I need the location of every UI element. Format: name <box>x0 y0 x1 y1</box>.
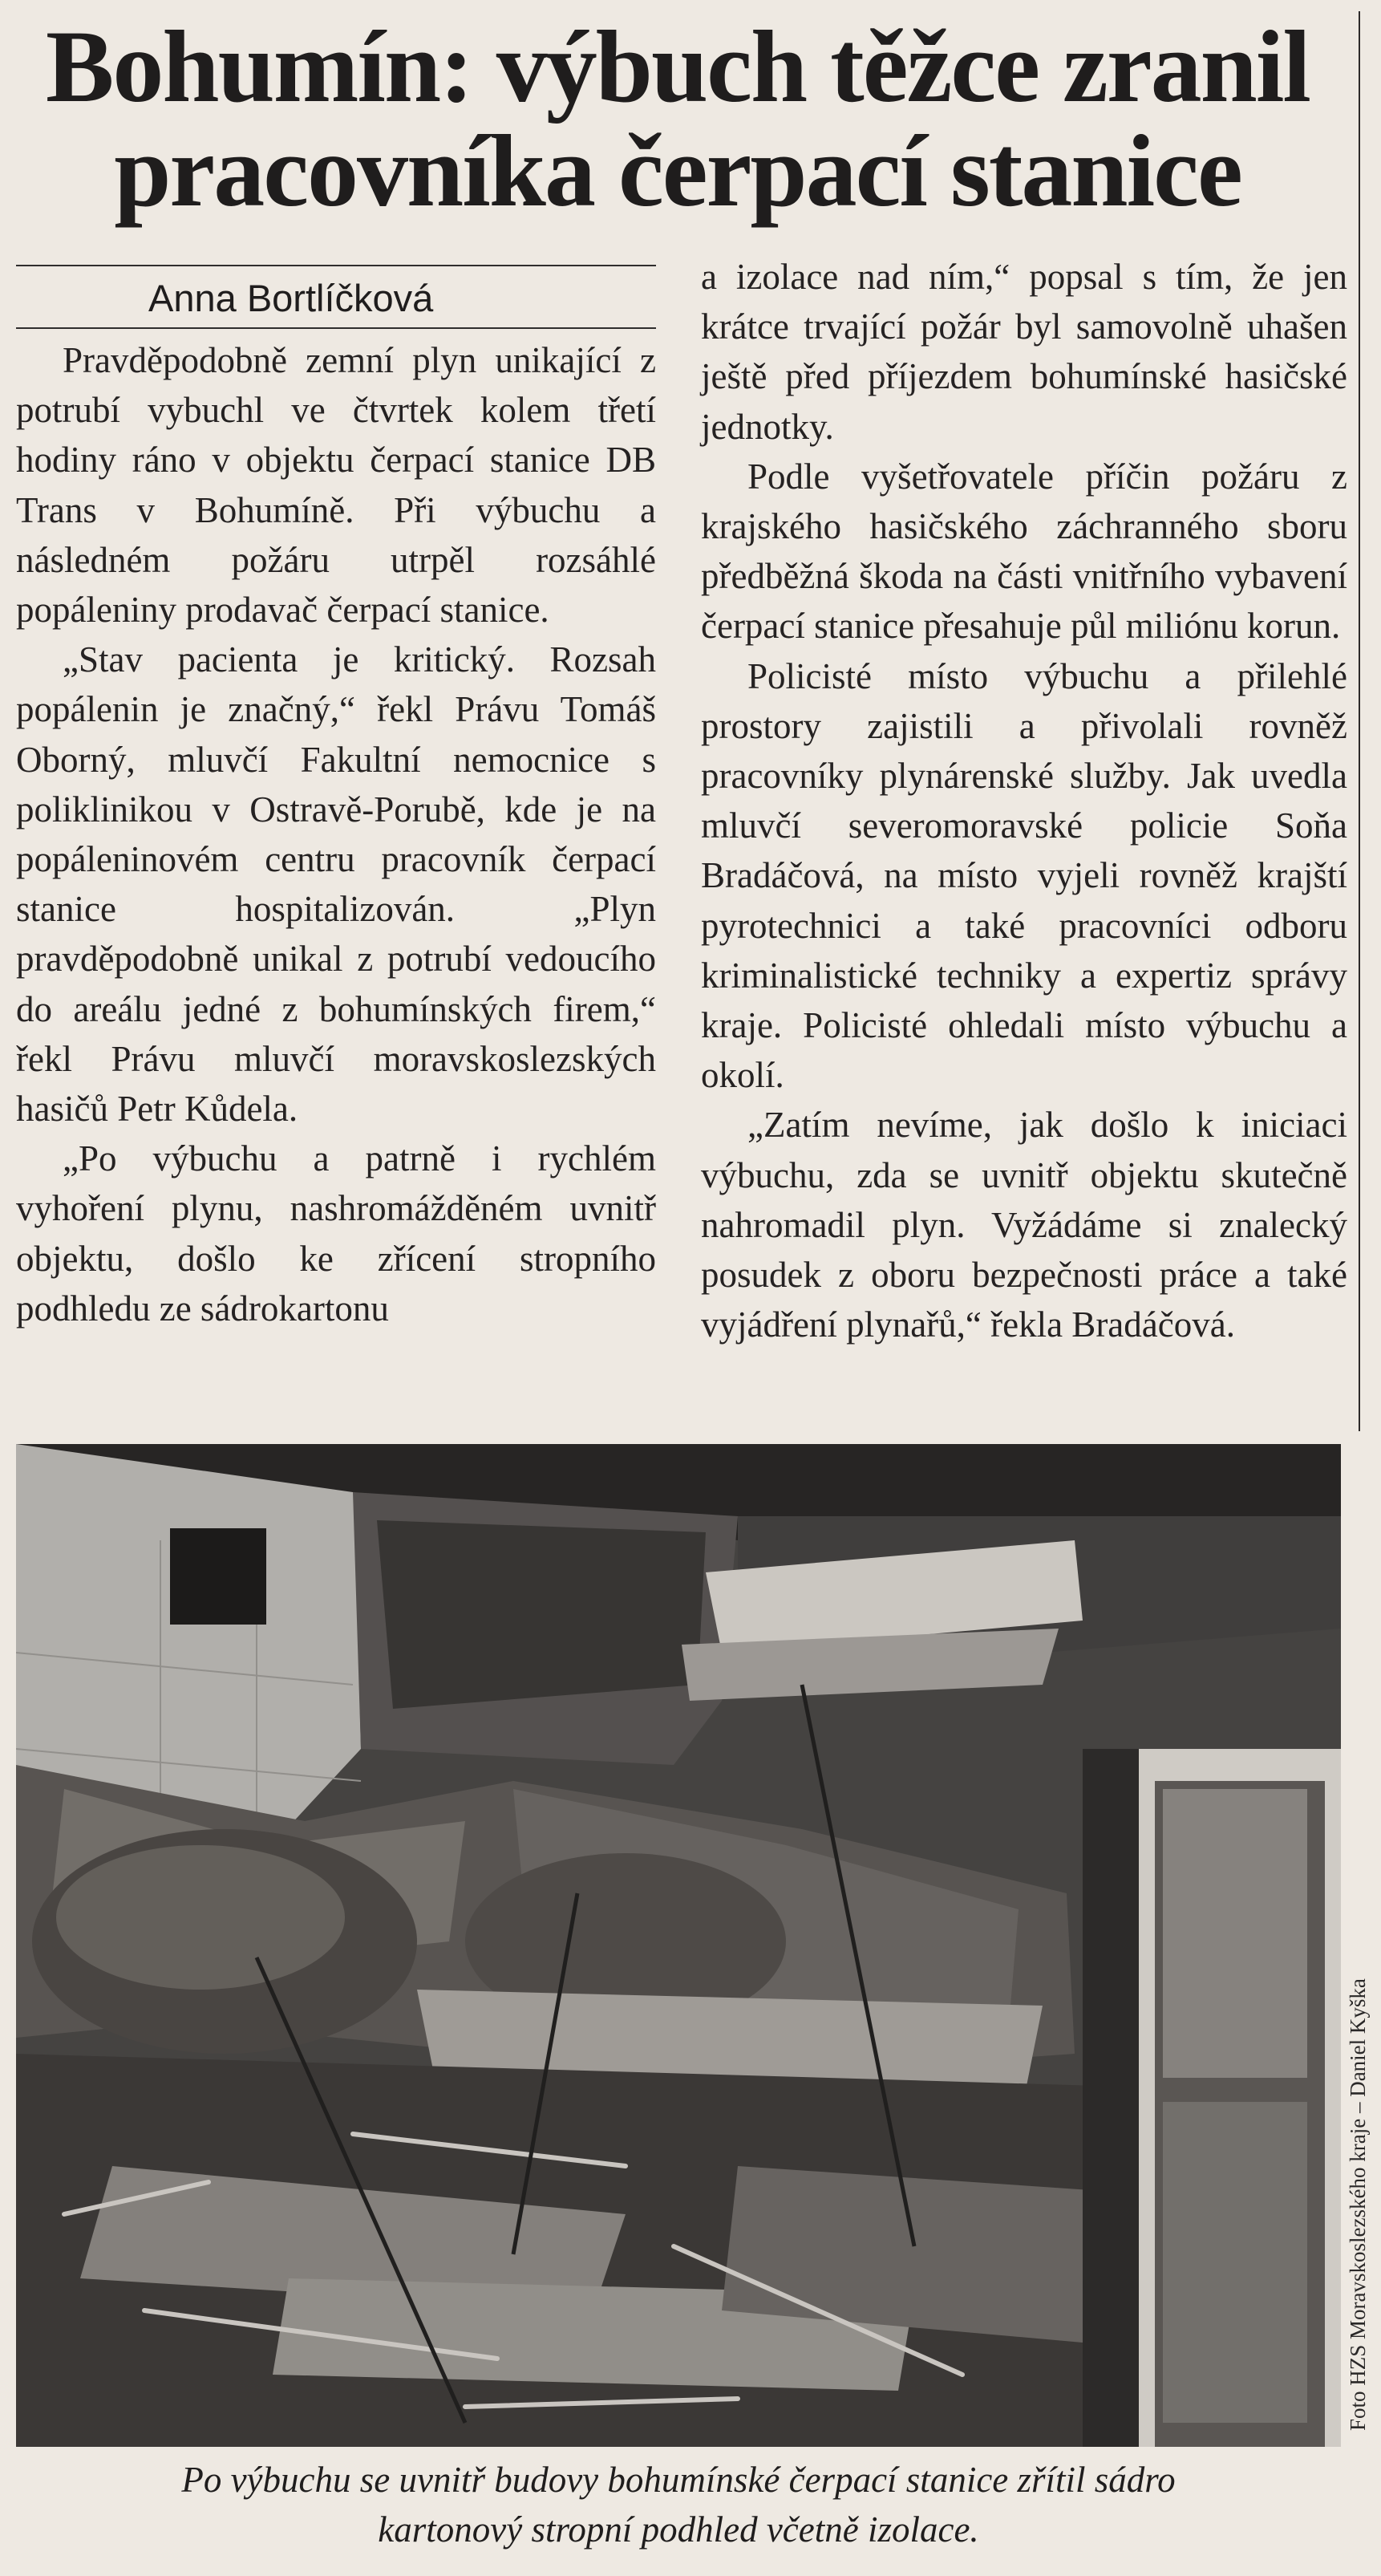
damage-photo <box>16 1444 1341 2447</box>
article-paragraph: a izolace nad ním,“ popsal s tím, že jen krátce trvající požár byl samovolně uhašen ještě před příjezdem bohumínské hasičské jednotky. <box>701 257 1347 447</box>
column-rule-right <box>1359 11 1360 1431</box>
headline-line-2: pracovníka čerpací stanice <box>114 114 1241 228</box>
article-paragraph: Podle vyšetřovatele příčin požáru z krajského hasičského záchranného sboru předběžná škoda na části vnitřního vybavení čerpací stanice přesahuje půl miliónu korun. <box>701 456 1347 647</box>
photo-credit: Foto HZS Moravskoslezského kraje – Daniel Kyška <box>1346 1978 1370 2431</box>
article-paragraph: Pravděpodobně zemní plyn unikající z potrubí vybuchl ve čtvrtek kolem třetí hodiny ráno v objektu čerpací stanice DB Trans v Bohumíně. Při výbuchu a následném požáru utrpěl rozsáhlé popáleniny prodavač čerpací stanice. <box>16 340 656 631</box>
byline-rule-top <box>16 265 656 266</box>
headline-line-1: Bohumín: výbuch těžce zranil <box>46 10 1310 124</box>
article-paragraph: „Zatím nevíme, jak došlo k iniciaci výbuchu, zda se uvnitř objektu skutečně nahromadil plyn. Vyžádáme si znalecký posudek z oboru bezpečnosti práce a také vyjádření plynařů,“ řekla Bradáčová. <box>701 1105 1347 1345</box>
article-paragraph: Policisté místo výbuchu a přilehlé prostory zajistili a přivolali rovněž pracovníky plynárenské služby. Jak uvedla mluvčí severomoravské policie Soňa Bradáčová, na místo vyjeli rovněž krajští pyrotechnici a také pracovníci odboru kriminalistické techniky a expertiz správy kraje. Policisté ohledali místo výbuchu a okolí. <box>701 655 1347 1096</box>
photo-caption-line-2: kartonový stropní podhled včetně izolace. <box>378 2509 979 2550</box>
photo-caption-line-1: Po výbuchu se uvnitř budovy bohumínské čerpací stanice zřítil sádro <box>181 2460 1176 2500</box>
headline <box>16 10 1339 228</box>
byline-rule-bottom <box>16 327 656 329</box>
photo-caption <box>16 2455 1341 2554</box>
article-paragraph: „Po výbuchu a patrně i rychlém vyhoření plynu, nashromážděném uvnitř objektu, došlo ke zřícení stropního podhledu ze sádrokartonu <box>16 1138 656 1329</box>
article-column-right <box>701 252 1347 1349</box>
article-paragraph: „Stav pacienta je kritický. Rozsah popálenin je značný,“ řekl Právu Tomáš Oborný, mluvčí Fakultní nemocnice s poliklinikou v Ostravě-Porubě, kde je na popáleninovém centru pracovník čerpací stanice hospitalizován. „Plyn pravděpodobně unikal z potrubí vedoucího do areálu jedné z bohumínských firem,“ řekl Právu mluvčí moravskoslezských hasičů Petr Kůdela. <box>16 639 656 1130</box>
byline-author: Anna Bortlíčková <box>148 277 434 319</box>
article-column-left <box>16 335 656 1333</box>
